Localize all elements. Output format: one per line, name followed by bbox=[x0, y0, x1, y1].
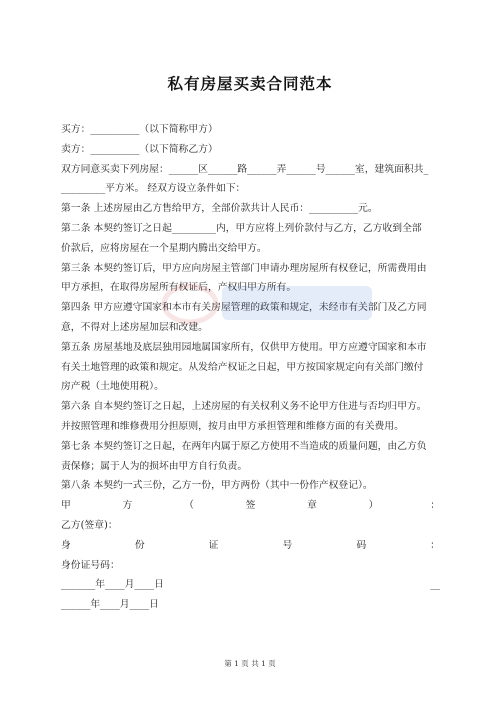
party-a-signature-line bbox=[61, 496, 440, 516]
seller-line: 卖方：__________（以下简称乙方） bbox=[61, 143, 218, 155]
article-7-line-1: 第七条 本契约签订之日起，在两年内属于原乙方使用不当造成的质量问题，由乙方负 bbox=[61, 440, 427, 452]
id-char: 证 bbox=[208, 539, 219, 551]
sig-char: 章 bbox=[307, 500, 317, 512]
article-3-line-1: 第三条 本契约签订后，甲方应向房屋主管部门申请办理房屋所有权登记，所需费用由 bbox=[61, 262, 427, 274]
article-6-line-2: 并按照管理和维修费用分担原则，按月由甲方承担管理和维修方面的有关费用。 bbox=[61, 420, 404, 432]
article-4-line-2: 意，不得对上述房屋加层和改建。 bbox=[61, 321, 208, 333]
page-footer: 第 1 页 共 1 页 bbox=[224, 659, 276, 668]
sig-char: ） bbox=[368, 500, 379, 512]
article-3-line-2: 甲方承担，在取得房屋所有权证后，产权归甲方所有。 bbox=[61, 282, 297, 294]
id-number-spread-line bbox=[61, 536, 440, 556]
date-trailing-blank: __ bbox=[430, 579, 440, 591]
id-char: ： bbox=[430, 539, 440, 551]
sig-char: 方 bbox=[122, 500, 133, 512]
article-1: 第一条 上述房屋由乙方售给甲方，全部价款共计人民币：__________元。 bbox=[61, 203, 378, 215]
contract-body bbox=[61, 120, 440, 615]
sig-char: 签 bbox=[245, 500, 256, 512]
article-5-line-3: 房产税（土地使用税）。 bbox=[61, 381, 164, 393]
party-b-signature-line: 乙方(签章)： bbox=[61, 519, 118, 531]
article-5-line-2: 有关土地管理的政策和规定。从发给产权证之日起，甲方按国家规定向有关部门缴付 bbox=[61, 361, 424, 373]
sig-char: （ bbox=[184, 500, 194, 512]
article-2-line-2: 价款后，应将房屋在一个星期内腾出交给甲方。 bbox=[61, 242, 267, 254]
date-line-1 bbox=[61, 575, 440, 595]
id-char: 码 bbox=[356, 539, 367, 551]
id-number-line: 身份证号码： bbox=[61, 559, 120, 571]
article-5-line-1: 第五条 房屋基地及底层独用园地属国家所有，仅供甲方使用。甲方应遵守国家和本市 bbox=[61, 341, 427, 353]
date-line-2: ______年____月____日 bbox=[61, 599, 159, 611]
article-8: 第八条 本契约一式三份，乙方一份，甲方两份（其中一份作产权登记）。 bbox=[61, 480, 373, 492]
sig-char: ： bbox=[430, 500, 440, 512]
buyer-line: 买方：__________（以下简称甲方） bbox=[61, 124, 218, 135]
article-6-line-1: 第六条 自本契约签订之日起，上述房屋的有关权利义务不论甲方住进与否均归甲方。 bbox=[61, 401, 427, 413]
article-7-line-2: 责保修；属于人为的损坏由甲方自行负责。 bbox=[61, 460, 248, 472]
article-4-line-1: 第四条 甲方应遵守国家和本市有关房屋管理的政策和规定，未经市有关部门及乙方同 bbox=[61, 302, 427, 314]
id-char: 号 bbox=[282, 539, 293, 551]
date-text: _______年____月____日 bbox=[61, 579, 164, 591]
sig-char: 甲 bbox=[61, 500, 71, 512]
article-2-line-1: 第二条 本契约签订之日起_________内，甲方应将上列价款付与乙方，乙方收到全部 bbox=[61, 222, 422, 234]
area-line: _________平方米。 经双方设立条件如下： bbox=[61, 183, 246, 195]
property-line: 双方同意买卖下列房屋：______区______路______弄______号______室，建筑面积共_ bbox=[61, 163, 429, 175]
id-char: 份 bbox=[134, 539, 145, 551]
document-title: 私有房屋买卖合同范本 bbox=[167, 75, 333, 93]
id-char: 身 bbox=[61, 539, 71, 551]
